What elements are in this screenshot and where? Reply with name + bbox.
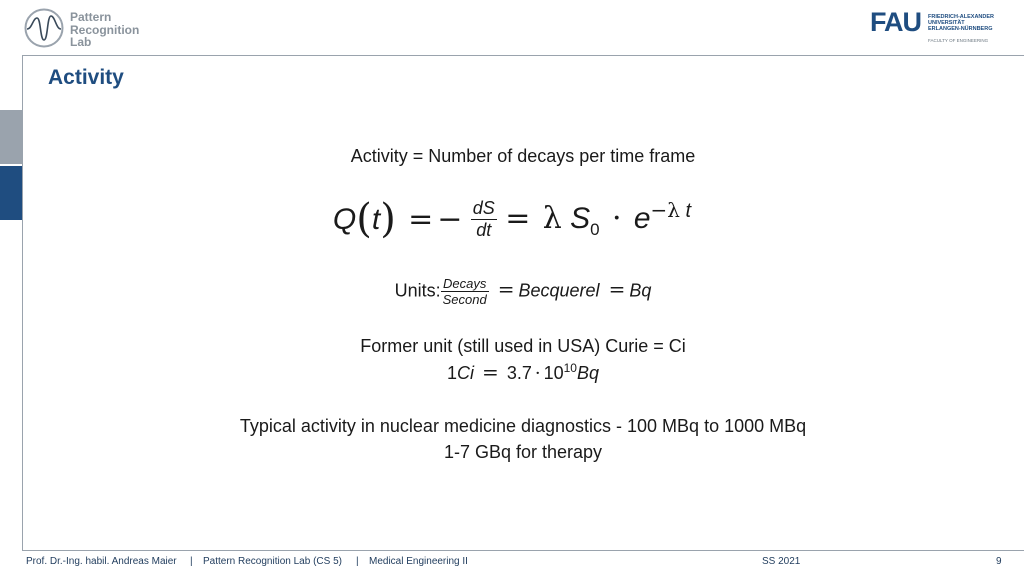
eq-dS: dS [472,197,495,218]
units-num: Decays [441,276,489,292]
curie-equation: $1Ci = 3.7 \cdot 10^{10}Bq$ [447,360,599,384]
eq-Q: Q [332,203,357,236]
activity-equation: Q(t) = − $\frac{dS}{dt}$ = λ $S_0 \cdot e^{-\lambda t}$ [332,196,692,242]
footer-divider [22,550,1024,551]
footer-separator: | [190,556,193,567]
eq-exp-t: t [685,200,692,222]
units-line: Units: $\frac{\text{Decays}}{\text{Second}}$ = Becquerel = Bq [394,276,652,307]
footer-course: Medical Engineering II [369,556,468,567]
curie-coef: 3.7 [506,363,532,383]
therapy-activity: 1-7 GBq for therapy [443,442,603,462]
eq-e: e [633,202,651,235]
fau-faculty: FACULTY OF ENGINEERING [928,38,989,43]
units-fraction [441,276,489,307]
eq-exp-lambda: λ [667,198,680,222]
eq-S-sub: 0 [590,220,600,239]
eq-t: t [371,203,381,236]
units-bq: Bq [629,280,652,301]
fau-logo-line: FRIEDRICH-ALEXANDER [928,14,994,20]
fau-logo-line: ERLANGEN-NÜRNBERG [928,26,993,32]
activity-definition: Activity = Number of decays per time frame [350,146,696,166]
fau-logo [870,8,1010,48]
curie-base: 10 [543,363,564,383]
prl-logo-icon [24,8,64,48]
units-den: Second [442,292,487,307]
footer-lab: Pattern Recognition Lab (CS 5) [203,556,342,567]
header-divider [22,55,1024,56]
footer-semester: SS 2021 [762,556,801,567]
slide-header [0,0,1024,56]
former-unit: Former unit (still used in USA) Curie = Ci [360,336,686,356]
eq-lambda: λ [542,201,562,236]
units-becquerel: Becquerel [518,280,600,301]
curie-exp: 10 [563,361,577,375]
eq-dt: dt [476,219,492,240]
footer-page-number: 9 [996,556,1002,567]
footer-separator: | [356,556,359,567]
units-label: Units: [394,280,441,301]
curie-one: 1 [447,363,458,383]
curie-ci: Ci [457,363,475,383]
fau-abbr: FAU [870,7,921,37]
curie-bq: Bq [576,363,599,383]
eq-S: S [570,202,591,235]
pattern-recognition-lab-logo [24,6,154,52]
side-tab-gray [0,110,22,164]
eq-fraction [471,198,497,241]
prl-logo-line: Recognition [70,22,140,37]
fau-logo-line: UNIVERSITÄT [928,20,965,26]
typical-activity: Typical activity in nuclear medicine diagnostics - 100 MBq to 1000 MBq [239,416,807,436]
footer-author: Prof. Dr.-Ing. habil. Andreas Maier [26,556,177,567]
prl-logo-line: Lab [70,35,92,49]
slide-title: Activity [48,66,124,89]
prl-logo-line: Pattern [70,10,112,24]
